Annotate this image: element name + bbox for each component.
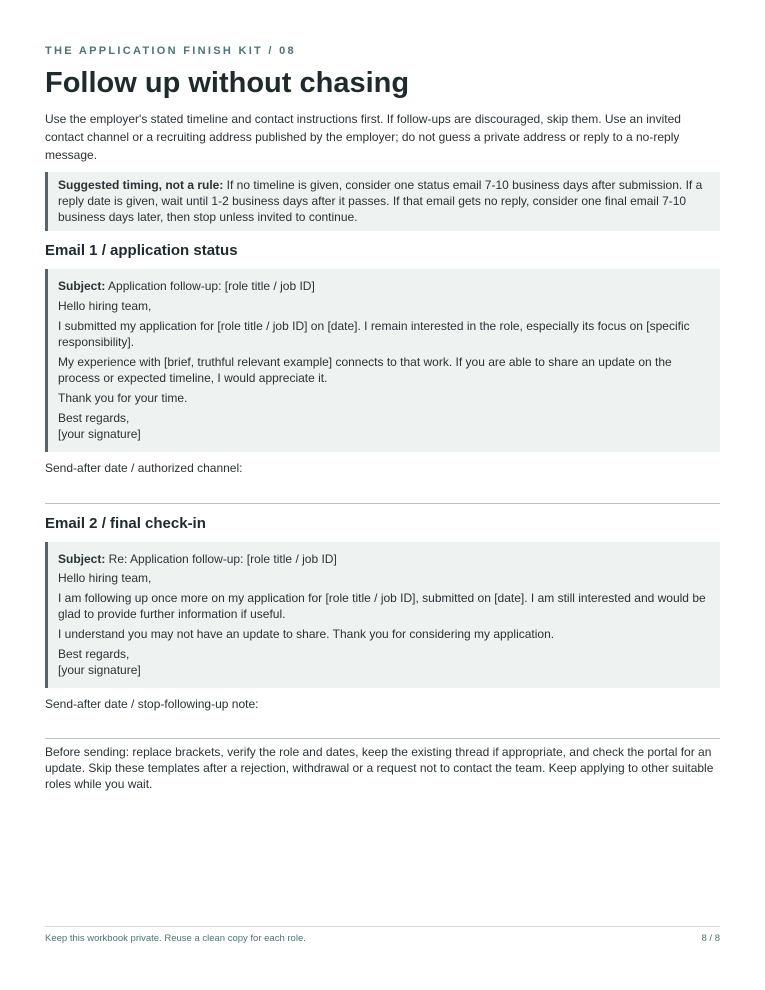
email2-paragraph-1: I am following up once more on my application for [role title / job ID], submitted on [date]. I am still interested and would be glad to provide further information if useful. — [58, 591, 706, 621]
email2-subject-label: Subject: — [58, 552, 106, 566]
timing-callout — [45, 172, 720, 231]
email2-subject: Re: Application follow-up: [role title / job ID] — [105, 552, 337, 566]
callout-text: If no timeline is given, consider one status email 7-10 business days after submission. If a reply date is given, wait until 1-2 business days after it passes. If that email gets no reply, consider one final email 7-10 business days later, then stop unless invited to continue. — [58, 178, 703, 224]
email2-signature: [your signature] — [58, 663, 141, 677]
email1-greeting: Hello hiring team, — [58, 299, 152, 313]
email2-fill-line[interactable] — [45, 738, 720, 739]
footer-note: Keep this workbook private. Reuse a clean copy for each role. — [45, 933, 306, 944]
closing-note: Before sending: replace brackets, verify the role and dates, keep the existing thread if appropriate, and check the portal for an update. Skip these templates after a rejection, withdrawal or a request not to contact the team. Keep applying to other suitable roles while you wait. — [45, 745, 714, 791]
kicker: THE APPLICATION FINISH KIT / 08 — [45, 45, 296, 57]
page-title: Follow up without chasing — [45, 67, 410, 99]
email1-paragraph-1: I submitted my application for [role title / job ID] on [date]. I remain interested in the role, especially its focus on [specific responsibility]. — [58, 319, 690, 349]
page-content — [45, 44, 720, 792]
email1-field-label: Send-after date / authorized channel: — [45, 461, 243, 475]
email1-thanks: Thank you for your time. — [58, 391, 188, 405]
email1-paragraph-2: My experience with [brief, truthful relevant example] connects to that work. If you are able to share an update on the process or expected timeline, I would appreciate it. — [58, 355, 672, 385]
email2-greeting: Hello hiring team, — [58, 571, 152, 585]
page-number: 8 / 8 — [701, 933, 720, 944]
email1-template — [45, 269, 720, 452]
email2-paragraph-2: I understand you may not have an update to share. Thank you for considering my application. — [58, 627, 555, 641]
email2-heading: Email 2 / final check-in — [45, 515, 206, 532]
email2-field-label: Send-after date / stop-following-up note: — [45, 697, 259, 711]
email1-signature: [your signature] — [58, 427, 141, 441]
email2-template — [45, 542, 720, 688]
page-footer — [45, 926, 720, 944]
email1-subject-label: Subject: — [58, 279, 106, 293]
email1-signoff: Best regards, — [58, 411, 130, 425]
callout-label: Suggested timing, not a rule: — [58, 178, 224, 192]
email1-subject: Application follow-up: [role title / job ID] — [105, 279, 315, 293]
email2-signoff: Best regards, — [58, 647, 130, 661]
email1-heading: Email 1 / application status — [45, 242, 238, 259]
email1-fill-line[interactable] — [45, 503, 720, 504]
intro-paragraph: Use the employer's stated timeline and contact instructions first. If follow-ups are discouraged, skip them. Use an invited contact channel or a recruiting address published by the employer; do not guess a private address or reply to a no-reply message. — [45, 112, 681, 162]
